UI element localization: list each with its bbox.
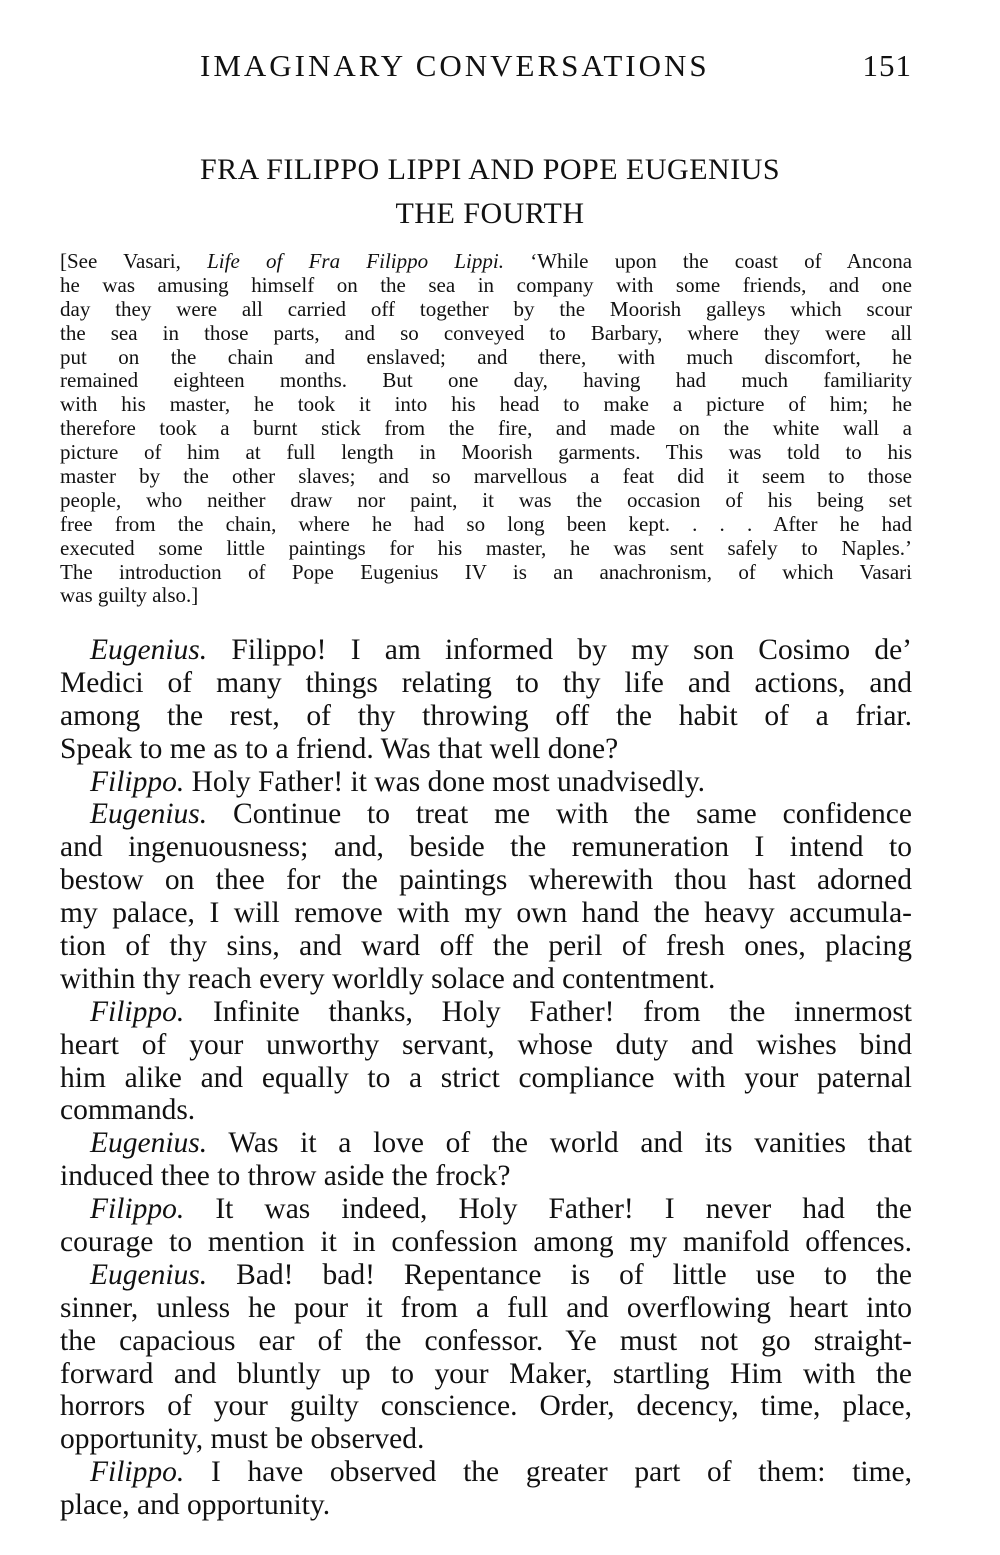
dialogue-line: bestow on thee for the paintings wherewith thou hast adorned [60, 864, 912, 897]
dialogue-text: Filippo! I am informed by my son Cosimo de’ [207, 634, 912, 666]
speaker-eugenius: Eugenius. [90, 1127, 208, 1160]
headnote [60, 250, 912, 608]
speaker-filippo: Filippo. [90, 995, 185, 1028]
dialogue-line: tion of thy sins, and ward off the peril of fresh ones, placing [60, 930, 912, 963]
headnote-line: free from the chain, where he had so long been kept. . . . After he had [60, 511, 912, 536]
headnote-line: he was amusing himself on the sea in company with some friends, and one [60, 272, 912, 297]
dialogue-line [60, 1193, 912, 1226]
dialogue-line: opportunity, must be observed. [60, 1423, 425, 1456]
dialogue-line: Medici of many things relating to thy life and actions, and [60, 666, 912, 699]
page-number: 151 [862, 48, 912, 83]
dialogue-line: commands. [60, 1094, 196, 1127]
dialogue-line: within thy reach every worldly solace and contentment. [60, 962, 716, 995]
speaker-filippo: Filippo. [90, 765, 185, 798]
headnote-line: the sea in those parts, and so conveyed to Barbary, where they were all [60, 320, 912, 345]
dialogue-line: place, and opportunity. [60, 1489, 331, 1522]
headnote-citation: Life of Fra Filippo Lippi. [207, 249, 504, 273]
dialogue-line [60, 798, 912, 831]
dialogue-line [60, 1259, 912, 1292]
headnote-line: people, who neither draw nor paint, it was the occasion of his being set [60, 487, 912, 512]
dialogue-line [60, 1127, 912, 1160]
dialogue-line: among the rest, of thy throwing off the habit of a friar. [60, 699, 912, 732]
speaker-filippo: Filippo. [90, 1456, 185, 1489]
dialogue-line [60, 996, 912, 1029]
dialogue-text: Continue to treat me with the same confidence [207, 798, 912, 831]
dialogue-text: Bad! bad! Repentance is of little use to the [207, 1258, 912, 1291]
dialogue-line: Speak to me as to a friend. Was that well done? [60, 732, 619, 765]
headnote-line: remained eighteen months. But one day, having had much familiarity [60, 368, 912, 393]
headnote-line [60, 250, 912, 274]
dialogue-text: Infinite thanks, Holy Father! from the innermost [184, 995, 912, 1028]
dialogue-body [60, 634, 912, 1522]
headnote-line: master by the other slaves; and so marvellous a feat did it seem to those [60, 464, 912, 489]
headnote-text: ‘While upon the coast of Ancona [530, 249, 913, 273]
headnote-line: picture of him at full length in Moorish garments. This was told to his [60, 440, 912, 465]
headnote-line: with his master, he took it into his head to make a picture of him; he [60, 392, 912, 417]
headnote-line: day they were all carried off together by the Moorish galleys which scour [60, 296, 912, 321]
dialogue-line: my palace, I will remove with my own hand the heavy accumula- [60, 897, 912, 930]
headnote-text: [See Vasari, [60, 249, 181, 273]
dialogue-line [60, 1456, 912, 1489]
speaker-filippo: Filippo. [90, 1193, 185, 1226]
dialogue-line: induced thee to throw aside the frock? [60, 1160, 511, 1193]
chapter-title [60, 148, 920, 236]
dialogue-text: It was indeed, Holy Father! I never had the [184, 1193, 912, 1226]
dialogue-text: Was it a love of the world and its vanities that [207, 1127, 912, 1160]
speaker-eugenius: Eugenius. [90, 634, 208, 666]
dialogue-line: the capacious ear of the confessor. Ye must not go straight- [60, 1324, 912, 1357]
headnote-line: therefore took a burnt stick from the fire, and made on the white wall a [60, 416, 912, 441]
dialogue-line: and ingenuousness; and, beside the remuneration I intend to [60, 831, 912, 864]
headnote-line: was guilty also.] [60, 583, 199, 608]
dialogue-line: sinner, unless he pour it from a full and overflowing heart into [60, 1291, 912, 1324]
headnote-line: executed some little paintings for his master, he was sent safely to Naples.’ [60, 535, 912, 560]
speaker-eugenius: Eugenius. [90, 1258, 208, 1291]
dialogue-line: courage to mention it in confession among my manifold offences. [60, 1226, 912, 1259]
chapter-title-line-2: THE FOURTH [395, 197, 585, 230]
dialogue-line [60, 766, 912, 799]
dialogue-line: forward and bluntly up to your Maker, startling Him with the [60, 1357, 912, 1390]
dialogue-line: him alike and equally to a strict compliance with your paternal [60, 1061, 912, 1094]
dialogue-text: I have observed the greater part of them: time, [184, 1456, 912, 1489]
dialogue-line [60, 634, 912, 667]
dialogue-text: Holy Father! it was done most unadvisedly. [184, 765, 706, 798]
dialogue-line: horrors of your guilty conscience. Order, decency, time, place, [60, 1390, 912, 1423]
chapter-title-line-1: FRA FILIPPO LIPPI AND POPE EUGENIUS [199, 153, 781, 186]
headnote-line: put on the chain and enslaved; and there, with much discomfort, he [60, 344, 912, 369]
running-head-title: IMAGINARY CONVERSATIONS [200, 48, 710, 83]
speaker-eugenius: Eugenius. [90, 798, 208, 831]
dialogue-line: heart of your unworthy servant, whose duty and wishes bind [60, 1028, 912, 1061]
headnote-line: The introduction of Pope Eugenius IV is an anachronism, of which Vasari [60, 559, 912, 584]
